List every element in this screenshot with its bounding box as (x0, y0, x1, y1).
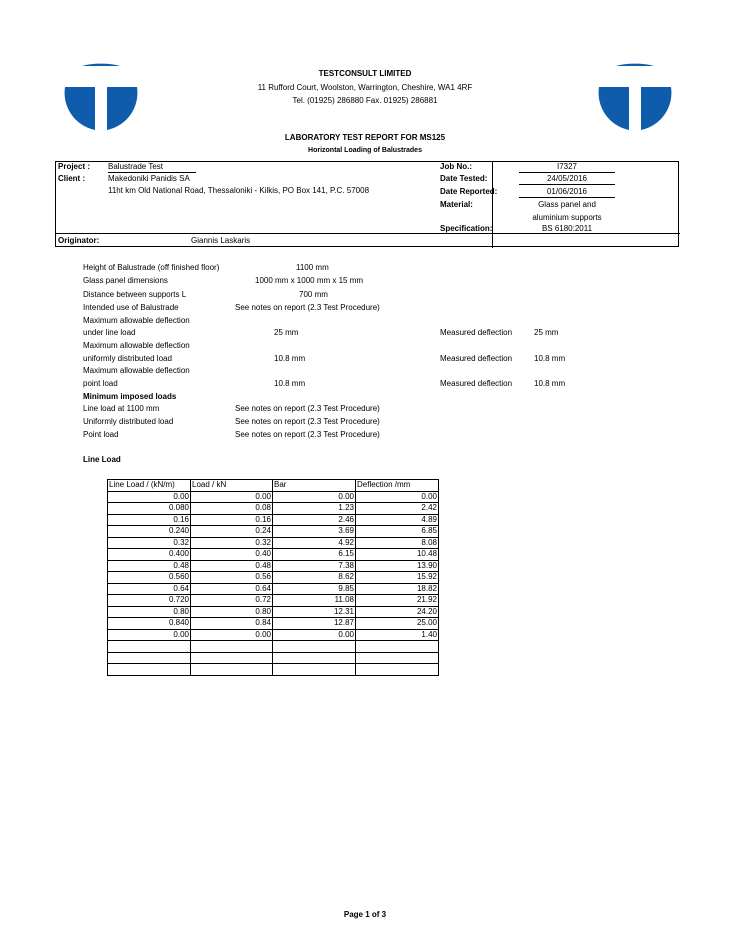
project-label: Project : (58, 162, 91, 171)
specification-label: Specification: (440, 224, 493, 233)
measured2-label: Measured deflection (440, 354, 513, 363)
client-address: 11ht km Old National Road, Thessaloniki - Kilkis, PO Box 141, P.C. 57008 (108, 186, 370, 195)
company-name: TESTCONSULT LIMITED (318, 69, 412, 78)
table-row (108, 560, 439, 572)
table-row (108, 652, 439, 664)
distance-label: Distance between supports L (83, 290, 187, 299)
table-cell: 0.24 (191, 526, 273, 538)
material-label: Material: (440, 200, 473, 209)
table-row (108, 514, 439, 526)
table-cell: 0.64 (108, 583, 191, 595)
date-tested-value: 24/05/2016 (546, 174, 588, 183)
table-cell: 0.00 (273, 491, 356, 503)
table-row (108, 595, 439, 607)
job-value: I7327 (556, 162, 578, 171)
measured1-value: 25 mm (534, 328, 559, 337)
table-cell: 0.72 (191, 595, 273, 607)
table-cell: 0.64 (191, 583, 273, 595)
table-cell: 1.40 (356, 629, 439, 641)
company-logo-left-icon (62, 63, 142, 135)
table-cell: 0.16 (108, 514, 191, 526)
table-cell (108, 652, 191, 664)
table-row (108, 606, 439, 618)
maxdef2-value: 10.8 mm (274, 354, 306, 363)
originator-value: Giannis Laskaris (191, 236, 251, 245)
table-cell (273, 664, 356, 676)
maxdef2-label-line1: Maximum allowable deflection (83, 341, 190, 350)
table-cell: 0.80 (108, 606, 191, 618)
use-value: See notes on report (2.3 Test Procedure) (235, 303, 380, 312)
table-cell: 0.48 (191, 560, 273, 572)
table-header-cell: Deflection /mm (356, 480, 439, 492)
measured1-label: Measured deflection (440, 328, 513, 337)
glass-label: Glass panel dimensions (83, 276, 168, 285)
table-cell: 0.00 (108, 491, 191, 503)
table-cell: 0.80 (191, 606, 273, 618)
table-cell: 0.00 (273, 629, 356, 641)
table-row (108, 618, 439, 630)
table-row (108, 537, 439, 549)
client-label: Client : (58, 174, 86, 183)
originator-label: Originator: (58, 236, 100, 245)
table-cell: 0.32 (191, 537, 273, 549)
date-reported-value: 01/06/2016 (546, 187, 588, 196)
table-cell: 25.00 (356, 618, 439, 630)
table-cell: 0.00 (356, 491, 439, 503)
line-load-table (107, 479, 439, 676)
table-row (108, 664, 439, 676)
table-cell (356, 652, 439, 664)
table-row (108, 583, 439, 595)
maxdef1-label-line1: Maximum allowable deflection (83, 316, 190, 325)
table-cell: 12.31 (273, 606, 356, 618)
table-cell: 18.82 (356, 583, 439, 595)
measured3-value: 10.8 mm (534, 379, 566, 388)
table-cell: 4.92 (273, 537, 356, 549)
min-loads-label: Minimum imposed loads (83, 392, 177, 401)
udl-label: Uniformly distributed load (83, 417, 174, 426)
table-header-cell: Load / kN (191, 480, 273, 492)
table-cell: 0.08 (191, 503, 273, 515)
date-reported-label: Date Reported: (440, 187, 498, 196)
table-cell (108, 641, 191, 653)
maxdef3-value: 10.8 mm (274, 379, 306, 388)
measured2-value: 10.8 mm (534, 354, 566, 363)
company-phone: Tel. (01925) 286880 Fax. 01925) 286881 (292, 96, 438, 105)
company-logo-right-icon (596, 63, 676, 135)
table-cell (273, 652, 356, 664)
table-cell (273, 641, 356, 653)
table-cell (108, 664, 191, 676)
table-cell: 0.00 (191, 491, 273, 503)
table-cell: 24.20 (356, 606, 439, 618)
table-cell: 0.00 (108, 629, 191, 641)
table-cell (191, 664, 273, 676)
table-cell: 1.23 (273, 503, 356, 515)
table-cell: 6.85 (356, 526, 439, 538)
table-cell: 2.46 (273, 514, 356, 526)
table-cell: 0.400 (108, 549, 191, 561)
table-row (108, 572, 439, 584)
point-load-value: See notes on report (2.3 Test Procedure) (235, 430, 380, 439)
material-value-line2: aluminium supports (532, 213, 602, 222)
measured3-label: Measured deflection (440, 379, 513, 388)
client-value: Makedoniki Panidis SA (108, 174, 190, 183)
maxdef3-label-line2: point load (83, 379, 118, 388)
table-row (108, 491, 439, 503)
table-cell: 0.48 (108, 560, 191, 572)
table-cell: 15.92 (356, 572, 439, 584)
maxdef2-label-line2: uniformly distributed load (83, 354, 172, 363)
table-cell: 6.15 (273, 549, 356, 561)
section-title: Line Load (83, 455, 121, 464)
table-cell: 0.56 (191, 572, 273, 584)
table-cell: 3.69 (273, 526, 356, 538)
table-cell: 0.560 (108, 572, 191, 584)
table-cell (191, 641, 273, 653)
table-cell: 4.89 (356, 514, 439, 526)
table-cell (356, 664, 439, 676)
line-load-label: Line load at 1100 mm (83, 404, 160, 413)
table-header-cell: Bar (273, 480, 356, 492)
table-cell (356, 641, 439, 653)
date-tested-label: Date Tested: (440, 174, 488, 183)
project-value: Balustrade Test (108, 162, 163, 171)
point-load-label: Point load (83, 430, 119, 439)
table-cell: 13.90 (356, 560, 439, 572)
table-cell: 0.080 (108, 503, 191, 515)
page-number: Page 1 of 3 (343, 910, 387, 919)
table-cell (191, 652, 273, 664)
table-row (108, 629, 439, 641)
specification-value: BS 6180:2011 (541, 224, 593, 233)
report-subtitle: Horizontal Loading of Balustrades (308, 147, 422, 154)
table-cell: 12.87 (273, 618, 356, 630)
table-cell: 0.32 (108, 537, 191, 549)
table-cell: 10.48 (356, 549, 439, 561)
table-cell: 8.08 (356, 537, 439, 549)
table-cell: 8.62 (273, 572, 356, 584)
glass-value: 1000 mm x 1000 mm x 15 mm (255, 276, 364, 285)
table-cell: 9.85 (273, 583, 356, 595)
table-cell: 0.240 (108, 526, 191, 538)
report-title: LABORATORY TEST REPORT FOR MS125 (284, 133, 446, 142)
table-row (108, 526, 439, 538)
table-header-row (108, 480, 439, 492)
material-value-line1: Glass panel and (538, 200, 596, 209)
table-cell: 0.84 (191, 618, 273, 630)
table-row (108, 641, 439, 653)
table-cell: 0.16 (191, 514, 273, 526)
table-row (108, 503, 439, 515)
table-cell: 11.08 (273, 595, 356, 607)
table-cell: 7.38 (273, 560, 356, 572)
table-cell: 21.92 (356, 595, 439, 607)
height-value: 1100 mm (296, 263, 329, 272)
table-cell: 0.40 (191, 549, 273, 561)
job-label: Job No.: (440, 162, 472, 171)
udl-value: See notes on report (2.3 Test Procedure) (235, 417, 380, 426)
table-cell: 0.840 (108, 618, 191, 630)
maxdef1-value: 25 mm (274, 328, 299, 337)
maxdef1-label-line2: under line load (83, 328, 136, 337)
table-cell: 2.42 (356, 503, 439, 515)
line-load-value: See notes on report (2.3 Test Procedure) (235, 404, 380, 413)
maxdef3-label-line1: Maximum allowable deflection (83, 366, 190, 375)
table-row (108, 549, 439, 561)
height-label: Height of Balustrade (off finished floor) (83, 263, 220, 272)
table-cell: 0.720 (108, 595, 191, 607)
use-label: Intended use of Balustrade (83, 303, 179, 312)
company-address: 11 Rufford Court, Woolston, Warrington, Cheshire, WA1 4RF (257, 83, 473, 92)
table-header-cell: Line Load / (kN/m) (108, 480, 191, 492)
distance-value: 700 mm (299, 290, 328, 299)
table-cell: 0.00 (191, 629, 273, 641)
